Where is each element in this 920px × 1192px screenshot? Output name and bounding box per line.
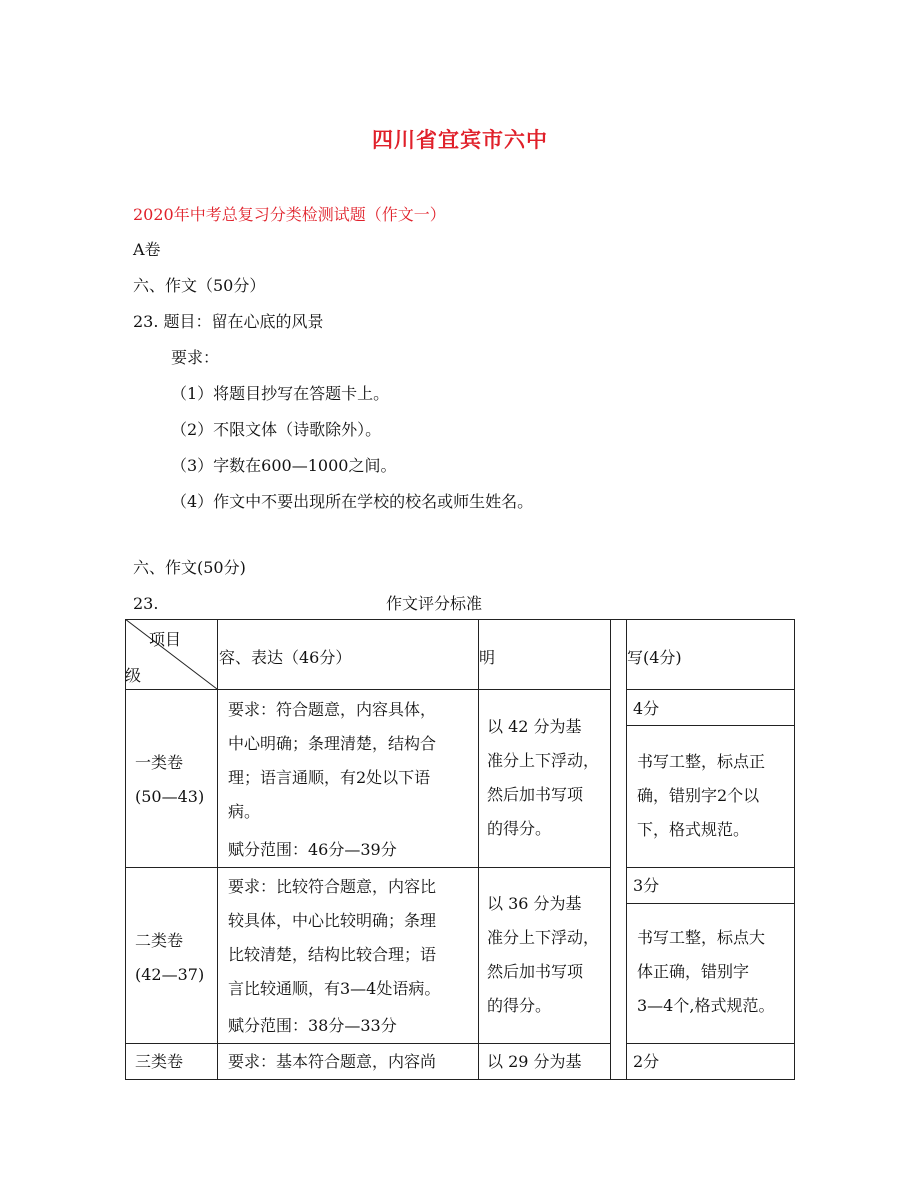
writing-line: 书写工整，标点大 (637, 928, 766, 947)
content-line: 中心明确；条理清楚，结构合 (228, 734, 437, 753)
table-rule (478, 867, 610, 868)
content-line: 比较清楚，结构比较合理；语 (228, 945, 437, 964)
table-rule (478, 689, 610, 690)
writing-score: 4分 (633, 699, 660, 718)
header-item-label: 项目 (149, 630, 182, 649)
grade-name: 三类卷 (135, 1052, 184, 1071)
content-line: 理；语言通顺，有2处以下语 (228, 768, 431, 787)
header-writing: 写(4分) (627, 648, 682, 667)
score-range: 赋分范围：46分—39分 (228, 840, 397, 859)
header-grade-label: 级 (125, 666, 142, 685)
section-heading: 六、作文（50分） (133, 276, 266, 295)
table-rule (125, 867, 478, 868)
requirement-item: （4）作文中不要出现所在学校的校名或师生姓名。 (171, 492, 534, 511)
header-content: 容、表达（46分） (219, 648, 352, 667)
score-range: 赋分范围：38分—33分 (228, 1016, 397, 1035)
question-topic: 23. 题目：留在心底的风景 (133, 312, 324, 331)
mid-line: 的得分。 (487, 996, 552, 1015)
table-rule (125, 1043, 478, 1044)
writing-line: 3—4个,格式规范。 (637, 996, 775, 1015)
requirements-label: 要求： (171, 348, 220, 367)
table-border (125, 619, 794, 620)
requirement-item: （2）不限文体（诗歌除外）。 (171, 420, 382, 439)
table-rule (610, 619, 611, 1080)
content-line: 言比较通顺，有3—4处语病。 (228, 979, 441, 998)
writing-score: 3分 (633, 876, 660, 895)
header-middle: 明 (479, 648, 496, 667)
writing-score: 2分 (633, 1052, 660, 1071)
question-number: 23. (133, 594, 159, 613)
mid-line: 然后加书写项 (487, 962, 584, 981)
mid-line: 以 29 分为基 (487, 1052, 582, 1071)
volume-label: A卷 (133, 240, 161, 259)
table-rule (478, 619, 479, 1080)
table-rule (626, 867, 794, 868)
table-rule (626, 725, 794, 726)
table-border (794, 619, 795, 1080)
content-line: 较具体，中心比较明确；条理 (228, 911, 437, 930)
mid-line: 准分上下浮动， (487, 928, 600, 947)
table-rule (626, 689, 794, 690)
writing-line: 下，格式规范。 (637, 820, 750, 839)
mid-line: 准分上下浮动， (487, 751, 600, 770)
page-title: 四川省宜宾市六中 (372, 128, 548, 152)
table-title: 作文评分标准 (386, 594, 483, 613)
grade-name: 二类卷 (135, 931, 184, 950)
table-border (125, 1079, 794, 1080)
mid-line: 然后加书写项 (487, 785, 584, 804)
table-rule (626, 1043, 794, 1044)
subtitle: 2020年中考总复习分类检测试题（作文一） (133, 205, 446, 224)
requirement-item: （3）字数在600—1000之间。 (171, 456, 397, 475)
mid-line: 以 42 分为基 (487, 717, 582, 736)
content-line: 要求：比较符合题意，内容比 (228, 877, 437, 896)
table-rule (626, 619, 627, 1080)
section-heading-2: 六、作文(50分) (133, 558, 246, 577)
content-line: 病。 (228, 802, 261, 821)
writing-line: 确，错别字2个以 (637, 786, 760, 805)
writing-line: 书写工整，标点正 (637, 752, 766, 771)
grade-range: (50—43) (135, 787, 205, 806)
writing-line: 体正确，错别字 (637, 962, 750, 981)
table-rule (626, 903, 794, 904)
grade-range: (42—37) (135, 965, 205, 984)
mid-line: 的得分。 (487, 819, 552, 838)
grade-name: 一类卷 (135, 753, 184, 772)
requirement-item: （1）将题目抄写在答题卡上。 (171, 384, 390, 403)
table-rule (478, 1043, 610, 1044)
content-line: 要求：基本符合题意，内容尚 (228, 1052, 437, 1071)
content-line: 要求：符合题意，内容具体， (228, 700, 437, 719)
mid-line: 以 36 分为基 (487, 894, 582, 913)
